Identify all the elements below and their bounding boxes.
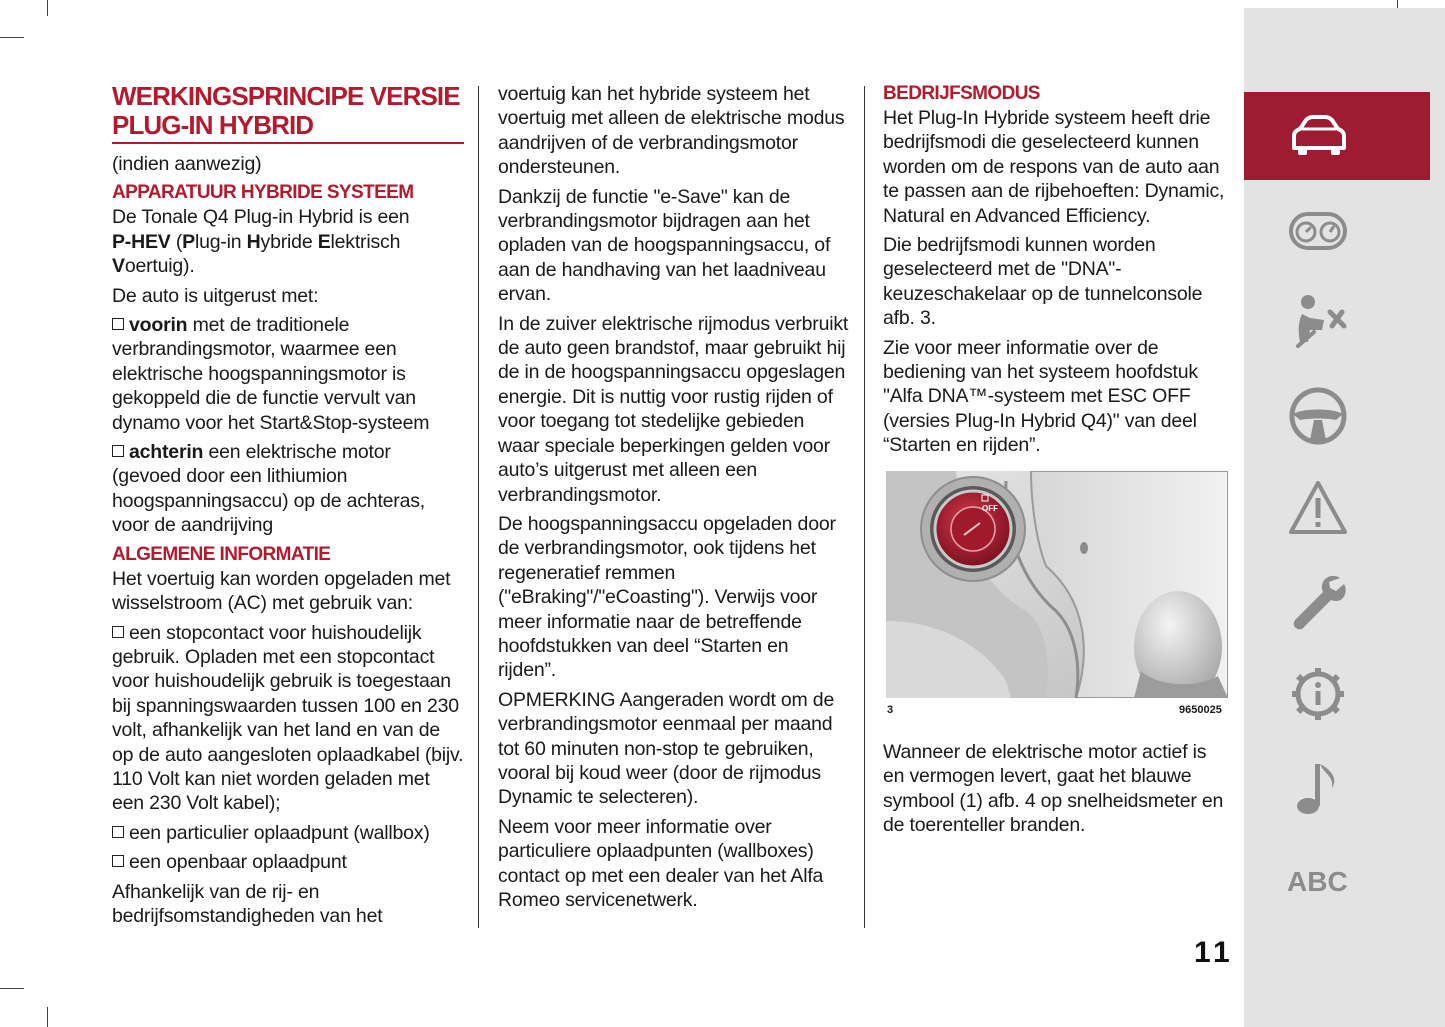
checkbox-bullet-icon: [112, 855, 124, 867]
checkbox-bullet-icon: [112, 445, 124, 457]
paragraph: Wanneer de elektrische motor actief is en vermogen levert, gaat het blauwe symbool (1) afb. 4 op snelheidsmeter en de toerenteller branden.: [883, 741, 1224, 837]
paragraph: Het Plug-In Hybride systeem heeft drie bedrijfsmodi die geselecteerd kunnen worden om de respons van de auto aan te passen aan de rijbehoeften: Dynamic, Natural en Advanced Efficiency.: [883, 107, 1225, 227]
intro-paragraph: De Tonale Q4 Plug-in Hybrid is een P-HEV (Plug-in Hybride Elektrisch Voertuig).: [112, 206, 410, 278]
figure-code: 9650025: [1179, 704, 1222, 716]
equipped-text: De auto is uitgerust met:: [112, 284, 319, 307]
subheading-general: ALGEMENE INFORMATIE: [112, 543, 331, 565]
crop-mark: [47, 1007, 48, 1027]
list-item: een openbaar oplaadpunt: [112, 850, 464, 874]
column-divider: [478, 86, 479, 928]
paragraph: Die bedrijfsmodi kunnen worden geselecteerd met de "DNA"-keuzeschakelaar op de tunnelconsole afb. 3.: [883, 234, 1203, 330]
dna-selector-figure: [886, 471, 1228, 698]
dna-selector-illustration: [886, 471, 1228, 698]
column-2: [498, 82, 850, 917]
knob-label: OFF: [982, 504, 998, 513]
paragraph: OPMERKING Aangeraden wordt om de verbrandingsmotor eenmaal per maand tot 60 minuten non-stop te gebruiken, vooral bij koud weer (door de rijmodus Dynamic te selecteren).: [498, 688, 835, 809]
subheading-modes: BEDRIJFSMODUS: [883, 83, 1040, 104]
column-3: [883, 82, 1227, 463]
section-title: WERKINGSPRINCIPE VERSIE PLUG-IN HYBRID: [112, 82, 464, 144]
paragraph: Dankzij de functie "e-Save" kan de verbrandingsmotor bijdragen aan het opladen van de hoogspanningsaccu, of aan de handhaving van het laadniveau ervan.: [498, 185, 831, 306]
wrench-icon[interactable]: [1288, 572, 1348, 632]
music-icon[interactable]: [1288, 758, 1348, 818]
paragraph: voertuig kan het hybride systeem het voertuig met alleen de elektrische modus aandrijven of de verbrandingsmotor ondersteunen.: [498, 83, 845, 179]
crop-mark: [0, 988, 24, 989]
service-info-icon[interactable]: [1288, 664, 1348, 724]
availability-note: (indien aanwezig): [112, 153, 262, 175]
sidebar-abc-index[interactable]: ABC: [1287, 866, 1348, 897]
car-icon[interactable]: [1288, 106, 1348, 166]
column-divider: [864, 86, 865, 928]
crop-mark: [0, 37, 24, 38]
paragraph: Zie voor meer informatie over de bediening van het systeem hoofdstuk "Alfa DNA™-systeem met ESC OFF (versies Plug-In Hybrid Q4)" van deel “Starten en rijden”.: [883, 336, 1198, 457]
paragraph: Neem voor meer informatie over particuliere oplaadpunten (wallboxes) contact op met een dealer van het Alfa Romeo servicenetwerk.: [498, 815, 824, 911]
paragraph: De hoogspanningsaccu opgeladen door de verbrandingsmotor, ook tijdens het regeneratief remmen ("eBraking"/"eCoasting"). Verwijs voor meer informatie naar de betreffende hoofdstukken van deel “Starten en rijden”.: [498, 512, 836, 682]
column-1: [112, 82, 464, 933]
list-item: voorin met de traditionele verbrandingsmotor, waarmee een elektrische hoogspanningsmotor is gekoppeld die de functie vervult van dynamo voor het Start&Stop-systeem: [112, 314, 430, 434]
list-item: een stopcontact voor huishoudelijk gebruik. Opladen met een stopcontact voor huishoudelijk gebruik is toegestaan bij spanningswaarden tussen 100 en 230 volt, afhankelijk van het land en van de op de auto aangesloten oplaadkabel (bijv. 110 Volt kan niet worden geladen met een 230 Volt kabel);: [112, 621, 464, 815]
steering-wheel-icon[interactable]: [1288, 386, 1348, 446]
seat-safety-icon[interactable]: [1288, 292, 1348, 352]
checkbox-bullet-icon: [112, 318, 124, 330]
checkbox-bullet-icon: [112, 626, 124, 638]
ac-paragraph: Het voertuig kan worden opgeladen met wisselstroom (AC) met gebruik van:: [112, 567, 451, 615]
crop-mark: [47, 0, 48, 16]
subheading-equipment: APPARATUUR HYBRIDE SYSTEEM: [112, 182, 414, 204]
list-item: een particulier oplaadpunt (wallbox): [112, 821, 464, 845]
dashboard-icon[interactable]: [1288, 202, 1348, 262]
continued-paragraph: Afhankelijk van de rij- en bedrijfsomstandigheden van het: [112, 880, 383, 927]
checkbox-bullet-icon: [112, 826, 124, 838]
page-number: 11: [1194, 936, 1234, 969]
list-item: achterin een elektrische motor (gevoed door een lithiumion hoogspanningsaccu) op de achteras, voor de aandrijving: [112, 441, 426, 537]
paragraph: In de zuiver elektrische rijmodus verbruikt de auto geen brandstof, maar gebruikt hij de in de hoogspanningsaccu opgeslagen energie. Dit is nuttig voor rustig rijden of voor toegang tot stedelijke gebieden waar speciale beperkingen gelden voor auto’s uitgerust met alleen een verbrandingsmotor.: [498, 312, 849, 506]
column-3-after-figure: [883, 740, 1227, 843]
figure-number: 3: [887, 704, 894, 716]
warning-icon[interactable]: [1288, 478, 1348, 538]
